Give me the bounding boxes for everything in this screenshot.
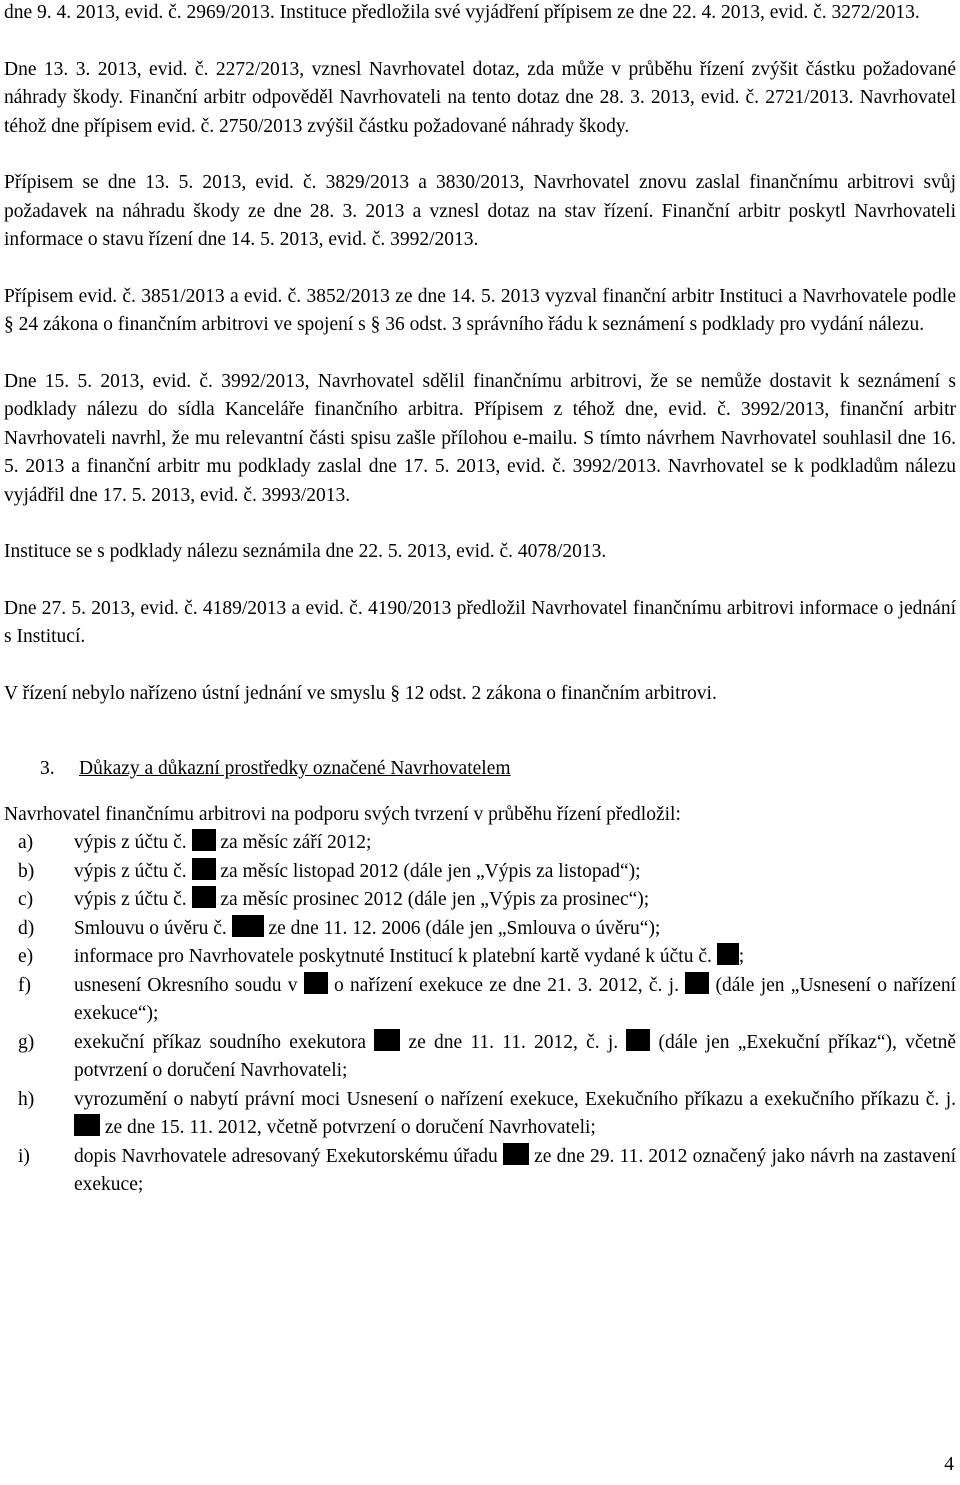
evidence-item-text-part: o nařízení exekuce ze dne 21. 3. 2012, č. j. bbox=[327, 974, 686, 996]
evidence-item-text-part: (dále jen „Exekuční příkaz“), včetně potvrzení o doručení Navrhovateli; bbox=[74, 1031, 957, 1081]
page-number: 4 bbox=[944, 1454, 954, 1475]
section-number: 3. bbox=[40, 758, 55, 779]
evidence-item-text bbox=[74, 1086, 956, 1143]
evidence-item-text bbox=[74, 1143, 956, 1200]
evidence-list bbox=[4, 829, 956, 1200]
paragraph-invitation: Přípisem evid. č. 3851/2013 a evid. č. 3852/2013 ze dne 14. 5. 2013 vyzval finanční arbitr Instituci a Navrhovatele podle § 24 zákona o finančním arbitrovi ve spojení s § 36 odst. 3 správního řádu k seznámení s podklady pro vydání nálezu. bbox=[4, 285, 956, 335]
evidence-item-label: e) bbox=[18, 946, 34, 967]
redaction-block bbox=[374, 1029, 400, 1051]
redaction-block bbox=[503, 1143, 529, 1165]
evidence-item-text bbox=[74, 886, 956, 915]
evidence-item bbox=[4, 1143, 956, 1200]
evidence-item-text-part: ; bbox=[738, 946, 745, 967]
section-title: Důkazy a důkazní prostředky označené Navrhovatelem bbox=[79, 758, 511, 779]
evidence-item-label: i) bbox=[18, 1145, 30, 1167]
evidence-item bbox=[4, 829, 956, 858]
evidence-item-label: d) bbox=[18, 917, 35, 939]
evidence-item-text-part: výpis z účtu č. bbox=[74, 889, 192, 910]
evidence-item-text-part: (dále jen „Usnesení o nařízení exekuce“); bbox=[74, 974, 957, 1024]
evidence-item-text bbox=[74, 972, 956, 1029]
section-heading bbox=[4, 755, 956, 784]
redaction-block bbox=[192, 829, 216, 851]
evidence-item-text-part: informace pro Navrhovatele poskytnuté Institucí k platební kartě vydané k účtu č. bbox=[74, 946, 717, 967]
evidence-item-label: h) bbox=[18, 1088, 35, 1110]
paragraph-damage-increase: Dne 13. 3. 2013, evid. č. 2272/2013, vznesl Navrhovatel dotaz, zda může v průběhu řízení zvýšit částku požadované náhrady škody. Finanční arbitr odpověděl Navrhovateli na tento dotaz dne 28. 3. 2013, evid. č. 2721/2013. Navrhovatel téhož dne přípisem evid. č. 2750/2013 zvýšil částku požadované náhrady škody. bbox=[4, 58, 956, 137]
evidence-item bbox=[4, 858, 956, 887]
redaction-block bbox=[192, 858, 216, 880]
evidence-item bbox=[4, 972, 956, 1029]
evidence-item-text bbox=[74, 943, 956, 972]
section-intro: Navrhovatel finančnímu arbitrovi na podporu svých tvrzení v průběhu řízení předložil: bbox=[4, 803, 681, 825]
evidence-item-text-part: za měsíc listopad 2012 (dále jen „Výpis za listopad“); bbox=[215, 860, 641, 882]
evidence-item-text-part: exekuční příkaz soudního exekutora bbox=[74, 1031, 375, 1053]
evidence-item bbox=[4, 1086, 956, 1143]
evidence-item-label: f) bbox=[18, 974, 31, 996]
redaction-block bbox=[232, 915, 264, 937]
evidence-item-text bbox=[74, 915, 956, 944]
evidence-item-text-part: ze dne 29. 11. 2012 označený jako návrh na zastavení exekuce; bbox=[74, 1145, 956, 1195]
evidence-item-text-part: výpis z účtu č. bbox=[74, 860, 192, 882]
paragraph-institution-review: Instituce se s podklady nálezu seznámila dne 22. 5. 2013, evid. č. 4078/2013. bbox=[4, 541, 607, 562]
evidence-item bbox=[4, 886, 956, 915]
evidence-item-text-part: ze dne 11. 12. 2006 (dále jen „Smlouva o úvěru“); bbox=[263, 917, 661, 939]
evidence-item-text bbox=[74, 858, 956, 887]
paragraph-documents-sent: Dne 15. 5. 2013, evid. č. 3992/2013, Navrhovatel sdělil finančnímu arbitrovi, že se nemůže dostavit k seznámení s podklady nálezu do sídla Kanceláře finančního arbitra. Přípisem z téhož dne, evid. č. 3992/2013, finanční arbitr Navrhovateli navrhl, že mu relevantní části spisu zašle přílohou e-mailu. S tímto návrhem Navrhovatel souhlasil dne 16. 5. 2013 a finanční arbitr mu podklady zaslal dne 17. 5. 2013, evid. č. 3992/2013. Navrhovatel se k podkladům nálezu vyjádřil dne 17. 5. 2013, evid. č. 3993/2013. bbox=[4, 370, 956, 506]
evidence-item-text bbox=[74, 829, 956, 858]
evidence-item-label: a) bbox=[18, 832, 34, 853]
evidence-item bbox=[4, 915, 956, 944]
document-page bbox=[4, 0, 956, 1200]
paragraph-no-hearing: V řízení nebylo nařízeno ústní jednání ve smyslu § 12 odst. 2 zákona o finančním arbitrovi. bbox=[4, 682, 717, 704]
redaction-block bbox=[717, 943, 739, 965]
redaction-block bbox=[685, 972, 709, 994]
evidence-item-text-part: ze dne 15. 11. 2012, včetně potvrzení o doručení Navrhovateli; bbox=[100, 1117, 596, 1138]
evidence-item-text-part: vyrozumění o nabytí právní moci Usnesení o nařízení exekuce, Exekučního příkazu a exekučního příkazu č. j. bbox=[74, 1088, 956, 1110]
evidence-item bbox=[4, 943, 956, 972]
evidence-item-label: g) bbox=[18, 1031, 35, 1053]
evidence-item bbox=[4, 1029, 956, 1086]
redaction-block bbox=[304, 972, 328, 994]
redaction-block bbox=[192, 886, 216, 908]
paragraph-intro-continuation: dne 9. 4. 2013, evid. č. 2969/2013. Instituce předložila své vyjádření přípisem ze dne 22. 4. 2013, evid. č. 3272/2013. bbox=[4, 2, 920, 23]
paragraph-negotiation-info: Dne 27. 5. 2013, evid. č. 4189/2013 a evid. č. 4190/2013 předložil Navrhovatel finančnímu arbitrovi informace o jednání s Institucí. bbox=[4, 597, 956, 647]
evidence-item-text-part: za měsíc prosinec 2012 (dále jen „Výpis za prosinec“); bbox=[215, 889, 650, 910]
evidence-item-text-part: dopis Navrhovatele adresovaný Exekutorskému úřadu bbox=[74, 1145, 503, 1167]
evidence-item-text-part: za měsíc září 2012; bbox=[215, 832, 372, 853]
paragraph-status-request: Přípisem se dne 13. 5. 2013, evid. č. 3829/2013 a 3830/2013, Navrhovatel znovu zaslal finančnímu arbitrovi svůj požadavek na náhradu škody ze dne 28. 3. 2013 a vznesl dotaz na stav řízení. Finanční arbitr poskytl Navrhovateli informace o stavu řízení dne 14. 5. 2013, evid. č. 3992/2013. bbox=[4, 172, 956, 250]
evidence-item-label: c) bbox=[18, 889, 34, 910]
evidence-item-text-part: ze dne 11. 11. 2012, č. j. bbox=[400, 1031, 627, 1053]
evidence-item-text-part: Smlouvu o úvěru č. bbox=[74, 917, 232, 939]
evidence-item-text bbox=[74, 1029, 956, 1086]
evidence-item-label: b) bbox=[18, 860, 35, 882]
evidence-item-text-part: výpis z účtu č. bbox=[74, 832, 192, 853]
redaction-block bbox=[626, 1029, 650, 1051]
redaction-block bbox=[74, 1114, 100, 1136]
evidence-item-text-part: usnesení Okresního soudu v bbox=[74, 974, 304, 996]
